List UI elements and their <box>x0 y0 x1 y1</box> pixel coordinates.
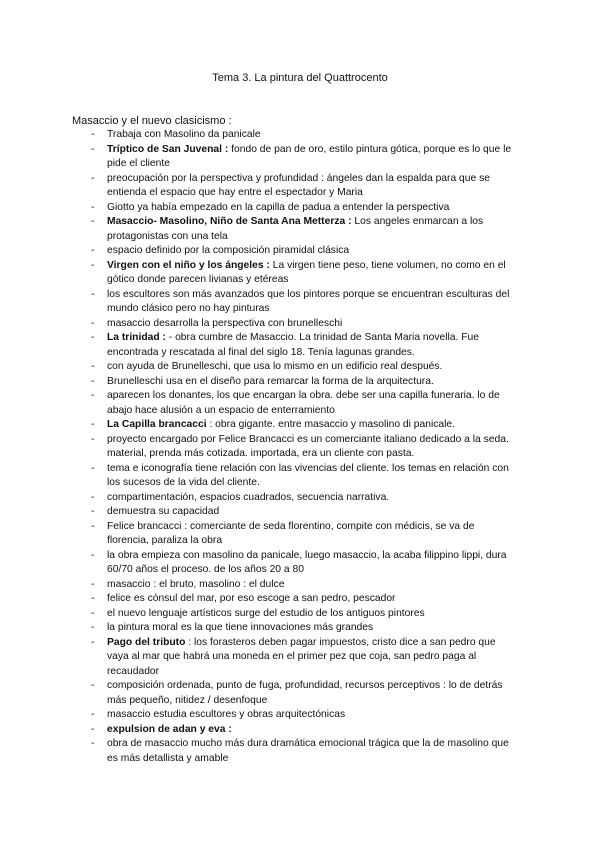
list-item <box>0 462 519 491</box>
list-item <box>0 491 519 506</box>
bullet-dash: - <box>91 361 95 372</box>
list-item <box>0 128 519 143</box>
list-item <box>0 578 519 593</box>
item-text: obra de masaccio mucho más dura dramática emocional trágica que la de masolino que es más detallista y amable <box>107 738 509 764</box>
bullet-dash: - <box>91 680 95 691</box>
list-item <box>0 433 519 462</box>
bullet-dash: - <box>91 216 95 227</box>
bullet-dash: - <box>91 622 95 633</box>
item-text: la obra empieza con masolino da panicale, luego masaccio, la acaba filippino lippi, dura 60/70 años el proceso. de los años 20 a 80 <box>107 549 507 575</box>
item-text: Trabaja con Masolino da panicale <box>107 129 261 140</box>
bullet-dash: - <box>91 433 95 445</box>
list-item <box>0 723 519 738</box>
item-text: tema e iconografía tiene relación con las vivencias del cliente. los temas en relación con los sucesos de la vida del cliente. <box>107 462 509 488</box>
document-title: Tema 3. La pintura del Quattrocento <box>212 72 388 84</box>
list-item <box>0 418 519 433</box>
item-text: preocupación por la perspectiva y profundidad : ángeles dan la espalda para que se entienda el espacio que hay entre el espectador y Maria <box>107 172 490 198</box>
item-heading: La trinidad : <box>107 332 166 343</box>
section-heading: Masaccio y el nuevo clasicismo : <box>72 115 232 127</box>
item-text: compartimentación, espacios cuadrados, secuencia narrativa. <box>107 491 390 503</box>
item-text: : obra gigante. entre masaccio y masolino di panicale. <box>206 419 456 430</box>
bullet-dash: - <box>91 549 95 561</box>
item-text: - obra cumbre de Masaccio. La trinidad de Santa Maria novella. Fue encontrada y rescatada al final del siglo 18. Tenía lagunas grandes. <box>107 332 479 358</box>
list-item <box>0 259 519 288</box>
list-item <box>0 317 519 332</box>
list-item <box>0 360 519 375</box>
bullet-dash: - <box>91 288 95 300</box>
item-text: composición ordenada, punto de fuga, profundidad, recursos perceptivos : lo de detrás más pequeño, nitidez / desenfoque <box>107 680 503 706</box>
bullet-dash: - <box>91 593 95 604</box>
item-text: los escultores son más avanzados que los pintores porque se encuentran esculturas del mundo clásico pero no hay pinturas <box>107 288 510 314</box>
item-text: La virgen tiene peso, tiene volumen, no como en el gótico donde parecen livianas y etéreas <box>107 259 506 285</box>
item-text: Felice brancacci : comerciante de seda florentino, compite con médicis, se va de florencia, paraliza la obra <box>107 520 475 546</box>
list-item <box>0 636 519 680</box>
list-item <box>0 375 519 390</box>
bullet-dash: - <box>91 709 95 720</box>
item-text: demuestra su capacidad <box>107 506 220 517</box>
bullet-dash: - <box>91 390 95 401</box>
item-text: espacio definido por la composición piramidal clásica <box>107 245 350 256</box>
bullet-dash: - <box>91 129 95 140</box>
item-heading: Virgen con el niño y los ángeles : <box>107 259 270 271</box>
bullet-dash: - <box>91 636 95 648</box>
bullet-dash: - <box>91 723 95 735</box>
item-text: masaccio desarrolla la perspectiva con brunelleschi <box>107 317 343 329</box>
item-text: Brunelleschi usa en el diseño para remarcar la forma de la arquitectura. <box>107 375 434 387</box>
list-item <box>0 737 519 766</box>
item-heading: Tríptico de San Juvenal : <box>107 143 229 155</box>
list-item <box>0 549 519 578</box>
list-item <box>0 708 519 723</box>
list-item <box>0 215 519 244</box>
list-item <box>0 505 519 520</box>
bullet-dash: - <box>91 143 95 155</box>
item-text: Giotto ya había empezado en la capilla de padua a entender la perspectiva <box>107 201 450 213</box>
item-text: aparecen los donantes, los que encargan la obra. debe ser una capilla funeraria. lo de abajo hace alusión a un espacio de enterramiento <box>107 390 500 416</box>
list-item <box>0 592 519 607</box>
bullet-dash: - <box>91 520 95 532</box>
bullet-dash: - <box>91 201 95 213</box>
bullet-dash: - <box>91 419 95 430</box>
bullet-dash: - <box>91 259 95 271</box>
list-item <box>0 607 519 622</box>
item-text: con ayuda de Brunelleschi, que usa lo mismo en un edificio real después. <box>107 361 443 372</box>
list-item <box>0 244 519 259</box>
item-heading: La Capilla brancacci <box>107 419 207 430</box>
list-item <box>0 288 519 317</box>
bullet-dash: - <box>91 245 95 256</box>
list-item <box>0 172 519 201</box>
list-item <box>0 143 519 172</box>
list-item <box>0 621 519 636</box>
bullet-dash: - <box>91 491 95 503</box>
item-text: felice es cónsul del mar, por eso escoge a san pedro, pescador <box>107 593 396 604</box>
item-text: masaccio estudia escultores y obras arquitectónicas <box>107 709 346 720</box>
bullet-list <box>0 128 519 766</box>
list-item <box>0 201 519 216</box>
bullet-dash: - <box>91 375 95 387</box>
list-item <box>0 389 519 418</box>
item-text: fondo de pan de oro, estilo pintura gótica, porque es lo que le pide el cliente <box>107 143 512 169</box>
item-text: proyecto encargado por Felice Brancacci es un comerciante italiano dedicado a la seda. material, prenda más cotizada. importada, era un cliente con pasta. <box>107 433 509 459</box>
bullet-dash: - <box>91 462 95 474</box>
item-text: Los angeles enmarcan a los protagonistas con una tela <box>107 216 484 242</box>
list-item <box>0 679 519 708</box>
bullet-dash: - <box>91 738 95 749</box>
bullet-dash: - <box>91 607 95 619</box>
bullet-dash: - <box>91 506 95 517</box>
bullet-dash: - <box>91 332 95 343</box>
list-item <box>0 331 519 360</box>
item-text: masaccio : el bruto, masolino : el dulce <box>107 578 285 590</box>
bullet-dash: - <box>91 578 95 590</box>
item-heading: Masaccio- Masolino, Niño de Santa Ana Metterza : <box>107 216 352 227</box>
item-heading: expulsion de adan y eva : <box>107 723 232 735</box>
item-text: el nuevo lenguaje artísticos surge del estudio de los antiguos pintores <box>107 607 425 619</box>
bullet-dash: - <box>91 172 95 184</box>
item-heading: Pago del tributo <box>107 636 186 648</box>
list-item <box>0 520 519 549</box>
item-text: : los forasteros deben pagar impuestos, cristo dice a san pedro que vaya al mar que habrá una moneda en el primer pez que coja, san pedro paga al recaudador <box>107 636 496 677</box>
item-text: la pintura moral es la que tiene innovaciones más grandes <box>107 622 374 633</box>
bullet-dash: - <box>91 317 95 329</box>
